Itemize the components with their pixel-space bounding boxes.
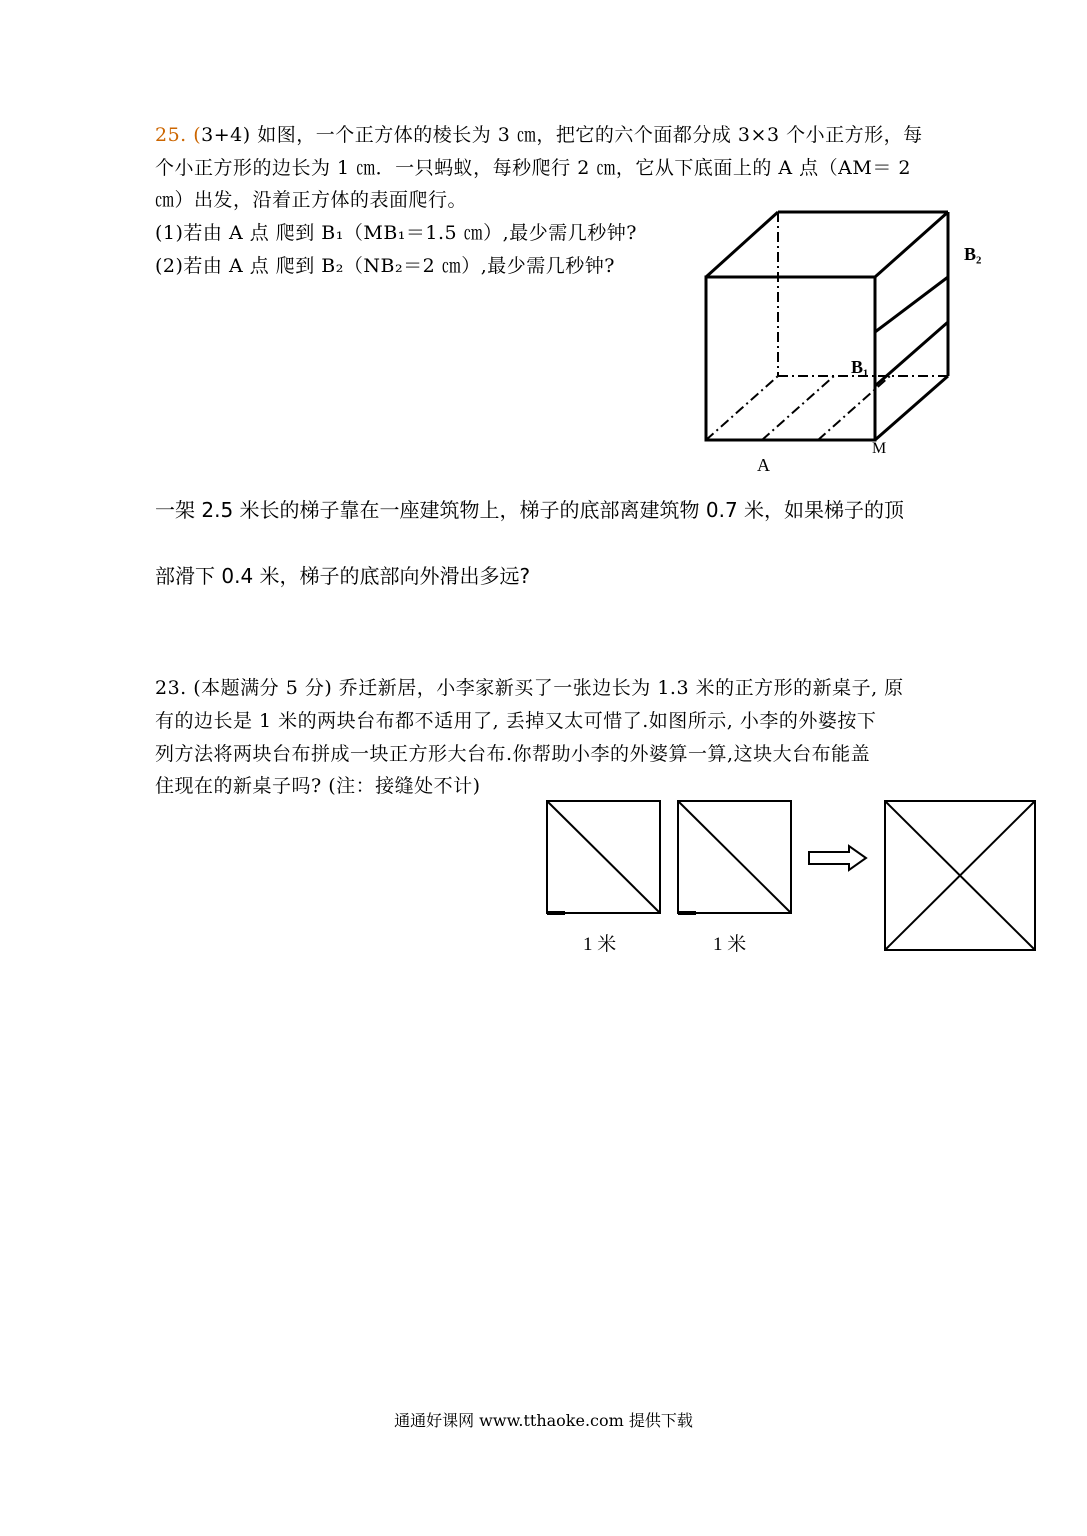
page-footer: 通通好课网 www.tthaoke.com 提供下载 (394, 1411, 693, 1430)
label-a: A (757, 455, 770, 475)
q23-line-2: 有的边长是 1 米的两块台布都不适用了, 丢掉又太可惜了.如图所示, 小李的外婆按下 (155, 710, 877, 732)
q25-part-1: (1)若由 A 点 爬到 B₁（MB₁＝1.5 ㎝）,最少需几秒钟? (155, 222, 637, 244)
label-b1: B₁ (851, 357, 869, 377)
q23-line-1: 23. (本题满分 5 分) 乔迁新居，小李家新买了一张边长为 1.3 米的正方形的新桌子, 原 (155, 677, 904, 699)
q25-number: 25. ( (155, 124, 202, 146)
q25-line-3: ㎝）出发，沿着正方体的表面爬行。 (155, 189, 468, 211)
ladder-line-1: 一架 2.5 米长的梯子靠在一座建筑物上，梯子的底部离建筑物 0.7 米，如果梯子的顶 (155, 498, 905, 522)
q23-line-4: 住现在的新桌子吗? (注：接缝处不计) (155, 775, 481, 797)
q25-line-2: 个小正方形的边长为 1 ㎝．一只蚂蚁，每秒爬行 2 ㎝，它从下底面上的 A 点（AM＝ 2 (155, 157, 911, 179)
q25-line-1-text: 如图，一个正方体的棱长为 3 ㎝，把它的六个面都分成 3×3 个小正方形，每 (250, 124, 923, 146)
label-b2: B₂ (964, 244, 982, 264)
ladder-line-2: 部滑下 0.4 米，梯子的底部向外滑出多远? (155, 564, 531, 588)
label-m: M (872, 440, 887, 457)
q25-score: 3+4) (201, 124, 251, 146)
label-1m-right: 1 米 (713, 934, 747, 955)
q23-line-3: 列方法将两块台布拼成一块正方形大台布.你帮助小李的外婆算一算,这块大台布能盖 (155, 743, 871, 765)
label-1m-left: 1 米 (583, 934, 617, 955)
q25-part-2: (2)若由 A 点 爬到 B₂（NB₂＝2 ㎝）,最少需几秒钟? (155, 255, 615, 277)
